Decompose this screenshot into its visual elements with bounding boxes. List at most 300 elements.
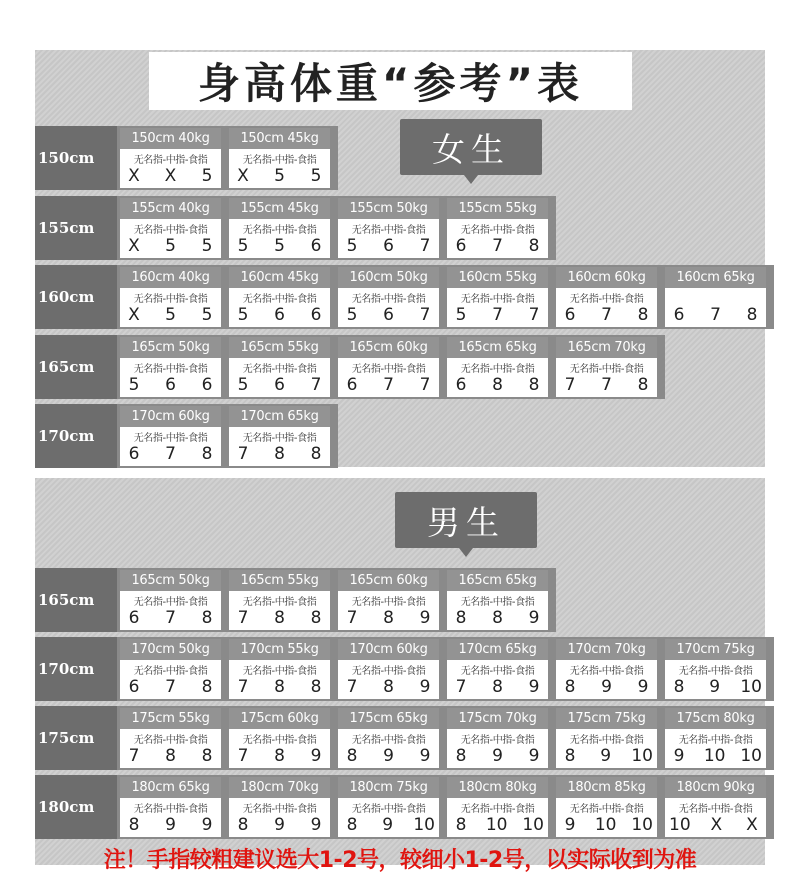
ring-size-value: 9 [528, 608, 540, 628]
size-card-body [338, 219, 439, 258]
ring-size-value: 7 [237, 608, 249, 628]
ring-size-value: 5 [237, 236, 249, 256]
ring-size-value: 8 [455, 815, 467, 835]
ring-size-values [233, 375, 326, 395]
ring-size-value: 7 [237, 444, 249, 464]
ring-size-values [451, 236, 544, 256]
size-card [229, 708, 330, 768]
size-card-body [120, 219, 221, 258]
ring-size-values [233, 236, 326, 256]
size-card-body [665, 288, 766, 327]
size-card [338, 267, 439, 327]
size-card [556, 639, 657, 699]
finger-order-label: 无名指-中指-食指 [351, 735, 426, 746]
finger-order-label: 无名指-中指-食指 [133, 294, 208, 305]
ring-size-value: 8 [128, 815, 140, 835]
finger-order-label: 无名指-中指-食指 [133, 666, 208, 677]
ring-size-values [451, 746, 544, 766]
size-card-body [556, 798, 657, 837]
size-card [556, 337, 657, 397]
size-card-title: 150cm 40kg [120, 128, 221, 149]
ring-size-values [233, 444, 326, 464]
ring-size-values [560, 815, 653, 835]
ring-size-values [233, 677, 326, 697]
ring-size-values [451, 305, 544, 325]
size-card [229, 128, 330, 188]
ring-size-values [560, 677, 653, 697]
size-card [447, 708, 548, 768]
size-card-body [556, 660, 657, 699]
size-card [556, 267, 657, 327]
ring-size-value: 8 [274, 444, 285, 464]
ring-size-value: 10 [669, 815, 691, 835]
finger-order-label: 无名指-中指-食指 [242, 155, 317, 166]
ring-size-value: 9 [419, 677, 431, 697]
row-height-label: 180cm [35, 775, 117, 839]
ring-size-values [124, 444, 217, 464]
ring-size-values [451, 815, 544, 835]
ring-size-value: 7 [564, 375, 576, 395]
size-card-title: 170cm 55kg [229, 639, 330, 660]
size-card [120, 406, 221, 466]
ring-size-value: 8 [310, 444, 322, 464]
size-card-title: 165cm 55kg [229, 570, 330, 591]
finger-order-label: 无名指-中指-食指 [351, 597, 426, 608]
ring-size-value: 6 [383, 305, 394, 325]
ring-size-value: 8 [274, 746, 285, 766]
ring-size-values [233, 608, 326, 628]
ring-size-value: 8 [274, 608, 285, 628]
ring-size-values [124, 375, 217, 395]
size-card-title: 180cm 85kg [556, 777, 657, 798]
size-card-title: 170cm 60kg [338, 639, 439, 660]
size-card-body [229, 729, 330, 768]
ring-size-value: 7 [383, 375, 394, 395]
ring-size-value: 8 [383, 677, 394, 697]
size-card-title: 180cm 90kg [665, 777, 766, 798]
size-card-title: 150cm 45kg [229, 128, 330, 149]
size-card [229, 570, 330, 630]
size-card-title: 160cm 60kg [556, 267, 657, 288]
row-height-label: 175cm [35, 706, 117, 770]
finger-order-label: 无名指-中指-食指 [351, 225, 426, 236]
finger-order-label: 无名指-中指-食指 [133, 804, 208, 815]
ring-size-value: 9 [383, 746, 394, 766]
ring-size-value: 8 [383, 608, 394, 628]
ring-size-value: 10 [522, 815, 544, 835]
ring-size-value: 5 [201, 305, 213, 325]
size-card-body [556, 358, 657, 397]
bubble-pointer-icon [464, 175, 478, 184]
ring-size-value: 7 [346, 677, 358, 697]
ring-size-values [124, 608, 217, 628]
ring-size-value: 6 [128, 444, 140, 464]
ring-size-values [342, 236, 435, 256]
ring-size-value: 7 [710, 305, 721, 325]
size-card-body [556, 729, 657, 768]
size-card [120, 639, 221, 699]
ring-size-value: 9 [637, 677, 649, 697]
ring-size-value: 6 [274, 375, 285, 395]
size-card-title: 160cm 45kg [229, 267, 330, 288]
ring-size-value: 7 [346, 608, 358, 628]
finger-order-label: 无名指-中指-食指 [351, 804, 426, 815]
finger-order-label: 无名指-中指-食指 [460, 364, 535, 375]
ring-size-value: 5 [346, 236, 358, 256]
ring-size-values [669, 815, 762, 835]
size-card-body [338, 729, 439, 768]
ring-size-value: X [164, 166, 177, 186]
finger-order-label: 无名指-中指-食指 [460, 225, 535, 236]
size-card [447, 267, 548, 327]
size-card-title: 170cm 60kg [120, 406, 221, 427]
ring-size-value: 5 [201, 236, 213, 256]
finger-order-label: 无名指-中指-食指 [133, 433, 208, 444]
ring-size-value: 9 [165, 815, 176, 835]
ring-size-value: 5 [310, 166, 322, 186]
size-card [229, 198, 330, 258]
size-card-title: 175cm 55kg [120, 708, 221, 729]
ring-size-value: 9 [673, 746, 685, 766]
size-card [447, 570, 548, 630]
finger-order-label: 无名指-中指-食指 [678, 666, 753, 677]
ring-size-value: X [237, 166, 249, 186]
finger-order-label: 无名指-中指-食指 [242, 433, 317, 444]
size-card-title: 175cm 80kg [665, 708, 766, 729]
ring-size-value: 8 [637, 375, 649, 395]
finger-order-label: 无名指-中指-食指 [242, 225, 317, 236]
finger-order-label: 无名指-中指-食指 [351, 294, 426, 305]
ring-size-value: 10 [740, 677, 762, 697]
ring-size-value: 8 [310, 677, 322, 697]
finger-order-label: 无名指-中指-食指 [569, 804, 644, 815]
ring-size-value: 9 [600, 746, 612, 766]
size-card [120, 708, 221, 768]
ring-size-values [451, 375, 544, 395]
size-card [120, 337, 221, 397]
size-card-title: 175cm 70kg [447, 708, 548, 729]
ring-size-value: 7 [419, 305, 431, 325]
finger-order-label: 无名指-中指-食指 [678, 735, 753, 746]
size-card-body [447, 729, 548, 768]
ring-size-value: 10 [594, 815, 617, 835]
ring-size-values [560, 375, 653, 395]
ring-size-values [669, 677, 762, 697]
ring-size-value: 6 [128, 608, 140, 628]
size-card-title: 165cm 60kg [338, 337, 439, 358]
size-card-title: 180cm 65kg [120, 777, 221, 798]
ring-size-value: 8 [201, 677, 213, 697]
size-card [447, 777, 548, 837]
ring-size-value: 8 [201, 444, 213, 464]
ring-size-values [124, 815, 217, 835]
ring-size-value: 5 [128, 375, 140, 395]
finger-order-label: 无名指-中指-食指 [460, 294, 535, 305]
finger-order-label: 无名指-中指-食指 [460, 666, 535, 677]
size-card-body [338, 660, 439, 699]
ring-size-value: 8 [346, 746, 358, 766]
ring-size-value: 7 [165, 677, 176, 697]
ring-size-values [124, 236, 217, 256]
size-card-title: 155cm 45kg [229, 198, 330, 219]
ring-size-value: 5 [165, 305, 176, 325]
size-card-body [229, 591, 330, 630]
size-card-body [120, 358, 221, 397]
size-card-body [338, 358, 439, 397]
finger-order-label: 无名指-中指-食指 [351, 364, 426, 375]
ring-size-value: 6 [564, 305, 576, 325]
size-card-title: 165cm 65kg [447, 337, 548, 358]
size-card-body [120, 798, 221, 837]
ring-size-value: 8 [528, 375, 540, 395]
size-card [338, 570, 439, 630]
size-card-title: 165cm 50kg [120, 570, 221, 591]
ring-size-value: X [128, 305, 140, 325]
ring-size-value: 6 [310, 236, 322, 256]
size-card [229, 406, 330, 466]
row-height-label: 170cm [35, 637, 117, 701]
size-card-body [120, 729, 221, 768]
size-card-title: 160cm 65kg [665, 267, 766, 288]
size-card-title: 155cm 40kg [120, 198, 221, 219]
size-card-title: 170cm 50kg [120, 639, 221, 660]
finger-order-label: 无名指-中指-食指 [460, 597, 535, 608]
size-card-title: 165cm 70kg [556, 337, 657, 358]
ring-size-value: 5 [274, 236, 285, 256]
ring-size-value: 6 [346, 375, 358, 395]
ring-size-value: 7 [419, 375, 431, 395]
size-card [120, 267, 221, 327]
footer-note: 注！手指较粗建议选大1-2号，较细小1-2号，以实际收到为准 [103, 848, 697, 873]
size-card-body [229, 149, 330, 188]
size-card [665, 267, 766, 327]
ring-size-value: 10 [485, 815, 508, 835]
size-card [338, 639, 439, 699]
ring-size-value: 6 [383, 236, 394, 256]
ring-size-value: 8 [455, 608, 467, 628]
ring-size-value: 7 [165, 608, 176, 628]
finger-order-label: 无名指-中指-食指 [569, 735, 644, 746]
ring-size-value: 5 [274, 166, 285, 186]
ring-size-value: 5 [237, 375, 249, 395]
ring-size-value: 6 [673, 305, 685, 325]
size-card [665, 639, 766, 699]
ring-size-value: 7 [310, 375, 322, 395]
size-card-body [229, 358, 330, 397]
finger-order-label: 无名指-中指-食指 [133, 364, 208, 375]
size-card-title: 170cm 75kg [665, 639, 766, 660]
finger-order-label: 无名指-中指-食指 [242, 666, 317, 677]
ring-size-values [233, 746, 326, 766]
ring-size-value: 8 [746, 305, 758, 325]
ring-size-value: 10 [631, 746, 653, 766]
size-card [556, 777, 657, 837]
ring-size-value: 6 [310, 305, 322, 325]
ring-size-value: 8 [637, 305, 649, 325]
ring-size-value: 9 [201, 815, 213, 835]
size-card-title: 165cm 65kg [447, 570, 548, 591]
ring-size-value: 9 [528, 677, 540, 697]
size-card-title: 165cm 55kg [229, 337, 330, 358]
ring-size-values [669, 746, 762, 766]
ring-size-value: 8 [492, 375, 503, 395]
ring-size-value: 9 [528, 746, 540, 766]
ring-size-values [342, 815, 435, 835]
size-card-title: 160cm 55kg [447, 267, 548, 288]
size-card-body [447, 219, 548, 258]
ring-size-value: X [746, 815, 758, 835]
size-card-body [338, 798, 439, 837]
size-card-body [447, 358, 548, 397]
size-card [120, 777, 221, 837]
finger-order-label: 无名指-中指-食指 [678, 804, 753, 815]
size-card-title: 170cm 65kg [447, 639, 548, 660]
finger-order-label: 无名指-中指-食指 [242, 294, 317, 305]
size-card-body [665, 798, 766, 837]
ring-size-value: 6 [455, 375, 467, 395]
row-height-label: 165cm [35, 335, 117, 399]
ring-size-value: 6 [274, 305, 285, 325]
size-card-body [120, 427, 221, 466]
finger-order-label: 无名指-中指-食指 [133, 225, 208, 236]
ring-size-value: 5 [346, 305, 358, 325]
ring-size-value: 9 [709, 677, 721, 697]
size-card-title: 180cm 75kg [338, 777, 439, 798]
finger-order-label: 无名指-中指-食指 [460, 735, 535, 746]
finger-order-label: 无名指-中指-食指 [569, 364, 644, 375]
size-card-title: 165cm 50kg [120, 337, 221, 358]
size-card-body [338, 591, 439, 630]
ring-size-values [560, 305, 653, 325]
ring-size-value: 7 [455, 677, 467, 697]
size-card [556, 708, 657, 768]
ring-size-value: 8 [492, 608, 503, 628]
ring-size-value: 8 [201, 746, 213, 766]
ring-size-value: 5 [237, 305, 249, 325]
ring-size-values [560, 746, 653, 766]
ring-size-value: X [710, 815, 723, 835]
ring-size-value: 10 [631, 815, 653, 835]
row-height-label: 160cm [35, 265, 117, 329]
ring-size-values [124, 677, 217, 697]
ring-size-values [669, 305, 762, 325]
ring-size-values [233, 166, 326, 186]
size-card [120, 128, 221, 188]
size-card [120, 570, 221, 630]
size-card [338, 708, 439, 768]
size-card-title: 175cm 65kg [338, 708, 439, 729]
size-card-body [447, 591, 548, 630]
ring-size-values [124, 166, 217, 186]
ring-size-values [342, 677, 435, 697]
size-card [120, 198, 221, 258]
size-card-title: 160cm 40kg [120, 267, 221, 288]
ring-size-value: 8 [346, 815, 358, 835]
ring-size-value: 7 [492, 305, 503, 325]
size-card [229, 777, 330, 837]
finger-order-label: 无名指-中指-食指 [242, 804, 317, 815]
ring-size-value: X [128, 236, 140, 256]
ring-size-values [451, 677, 544, 697]
ring-size-value: 8 [274, 677, 285, 697]
ring-size-value: 6 [455, 236, 467, 256]
ring-size-value: 10 [703, 746, 726, 766]
size-card [447, 337, 548, 397]
ring-size-value: 6 [201, 375, 213, 395]
ring-size-value: 7 [528, 305, 540, 325]
size-card-body [229, 288, 330, 327]
size-card-body [447, 798, 548, 837]
ring-size-value: 6 [128, 677, 140, 697]
ring-size-value: 7 [237, 746, 249, 766]
size-card-body [665, 729, 766, 768]
size-card-body [556, 288, 657, 327]
ring-size-value: 7 [237, 677, 249, 697]
ring-size-value: 9 [310, 746, 322, 766]
size-card-body [447, 288, 548, 327]
ring-size-value: 8 [564, 746, 576, 766]
ring-size-value: 8 [564, 677, 576, 697]
size-card [338, 337, 439, 397]
ring-size-value: 10 [413, 815, 435, 835]
ring-size-value: 7 [601, 375, 612, 395]
size-card [447, 198, 548, 258]
size-card-title: 165cm 60kg [338, 570, 439, 591]
ring-size-values [342, 608, 435, 628]
ring-size-values [233, 305, 326, 325]
size-card [338, 777, 439, 837]
ring-size-value: X [128, 166, 140, 186]
size-card-title: 155cm 55kg [447, 198, 548, 219]
size-card-body [229, 798, 330, 837]
size-card-title: 170cm 70kg [556, 639, 657, 660]
ring-size-value: 8 [492, 677, 503, 697]
finger-order-label: 无名指-中指-食指 [242, 597, 317, 608]
ring-size-value: 7 [492, 236, 503, 256]
size-card-title: 180cm 80kg [447, 777, 548, 798]
finger-order-label: 无名指-中指-食指 [351, 666, 426, 677]
ring-size-value: 6 [165, 375, 176, 395]
female-section-label [400, 119, 542, 175]
row-height-label: 165cm [35, 568, 117, 632]
ring-size-value: 8 [310, 608, 322, 628]
size-card-body [447, 660, 548, 699]
page-title: 身高体重“参考”表 [149, 52, 632, 110]
size-card-body [120, 288, 221, 327]
ring-size-value: 8 [455, 746, 467, 766]
finger-order-label: 无名指-中指-食指 [569, 666, 644, 677]
ring-size-value: 5 [165, 236, 176, 256]
female-label-text: 女生 [432, 129, 510, 169]
male-label-text: 男生 [427, 502, 505, 542]
ring-size-values [124, 305, 217, 325]
size-card [229, 639, 330, 699]
size-card-body [665, 660, 766, 699]
ring-size-value: 5 [455, 305, 467, 325]
size-card [665, 708, 766, 768]
ring-size-value: 9 [419, 746, 431, 766]
size-card-body [229, 427, 330, 466]
ring-size-values [451, 608, 544, 628]
size-card-body [229, 660, 330, 699]
ring-size-value: 8 [528, 236, 540, 256]
finger-order-label: 无名指-中指-食指 [133, 597, 208, 608]
size-card [665, 777, 766, 837]
ring-size-values [342, 375, 435, 395]
ring-size-value: 9 [382, 815, 394, 835]
ring-size-value: 10 [740, 746, 762, 766]
ring-size-value: 8 [165, 746, 176, 766]
